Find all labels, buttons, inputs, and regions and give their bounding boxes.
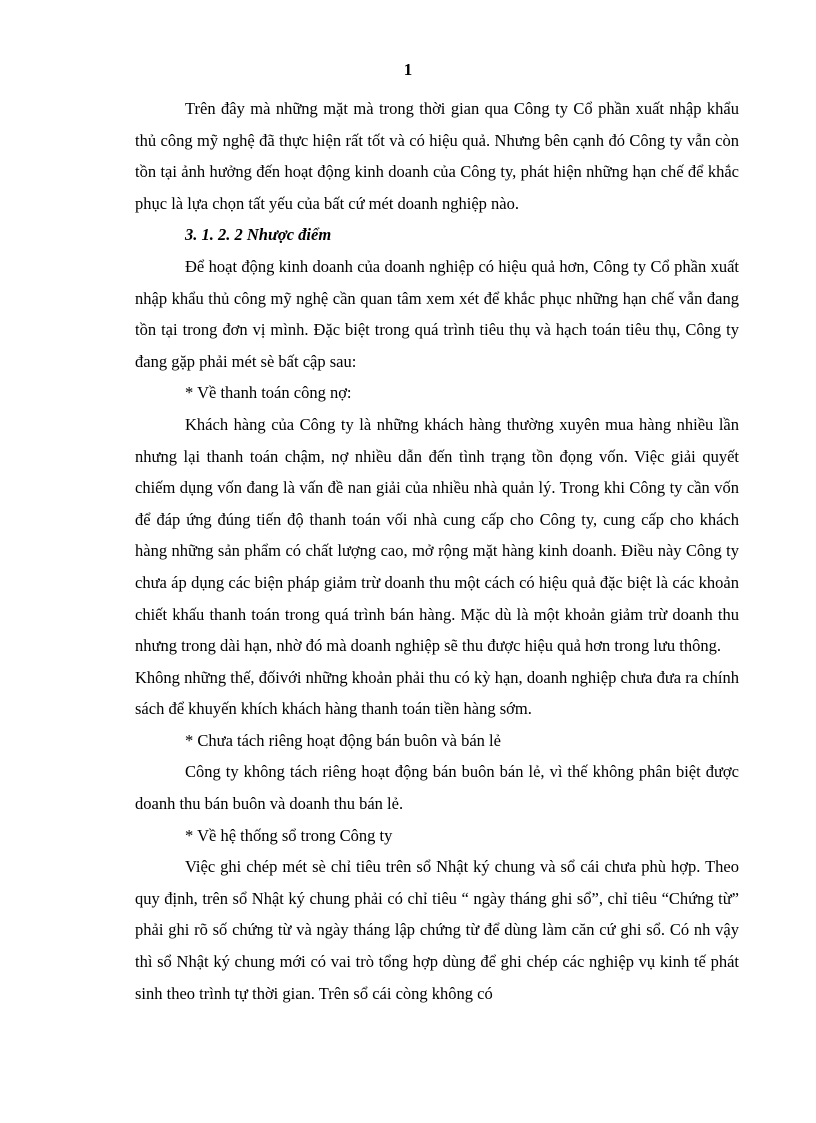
bullet-wholesale-retail: * Chưa tách riêng hoạt động bán buôn và bán lẻ [185, 730, 501, 750]
paragraph-debt-payment: Khách hàng của Công ty là những khách hàng thường xuyên mua hàng nhiều lần nhưng lại thanh toán chậm, nợ nhiều dẫn đến tình trạng tồn đọng vốn. Việc giải quyết chiếm dụng vốn đang là vấn đề nan giải của nhiều nhà quản lý. Trong khi Công ty cần vốn để đáp ứng đúng tiến độ thanh toán vối nhà cung cấp cho Công ty, cung cấp cho khách hàng những sản phẩm có chất lượng cao, mở rộng mặt hàng kinh doanh. Điều này Công ty chưa áp dụng các biện pháp giảm trừ doanh thu một cách có hiệu quả đặc biệt là các khoản chiết khấu thanh toán trong quá trình bán hàng. Mặc dù là một khoản giảm trừ doanh thu nhưng trong dài hạn, nhờ đó mà doanh nghiệp sẽ thu được hiệu quả hơn trong lưu thông. [135, 414, 739, 656]
paragraph-receivables: Không những thế, đốivới những khoản phải thu có kỳ hạn, doanh nghiệp chưa đưa ra chính sách để khuyến khích khách hàng thanh toán tiền hàng sớm. [135, 667, 739, 719]
bullet-debt-payment: * Về thanh toán công nợ: [185, 383, 352, 403]
paragraph-wholesale-retail: Công ty không tách riêng hoạt động bán buôn bán lẻ, vì thế không phân biệt được doanh thu bán buôn và doanh thu bán lẻ. [135, 762, 739, 814]
paragraph-ledger-system: Việc ghi chép mét sè chỉ tiêu trên sổ Nhật ký chung và sổ cái chưa phù hợp. Theo quy định, trên sổ Nhật ký chung phải có chỉ tiêu “ ngày tháng ghi sổ”, chỉ tiêu “Chứng từ” phải ghi rõ số chứng từ và ngày tháng lập chứng từ để dùng làm căn cứ ghi sổ. Có nh vậy thì sổ Nhật ký chung mới có vai trò tổng hợp dùng để ghi chép các nghiệp vụ kinh tế phát sinh theo trình tự thời gian. Trên sổ cái còng không có [135, 857, 739, 1003]
bullet-ledger-system: * Về hệ thống sổ trong Công ty [185, 825, 393, 845]
document-body [135, 93, 739, 1009]
paragraph-weaknesses-intro: Để hoạt động kinh doanh của doanh nghiệp có hiệu quả hơn, Công ty Cổ phần xuất nhập khẩu thủ công mỹ nghệ cần quan tâm xem xét để khắc phục những hạn chế vẫn đang tồn tại trong đơn vị mình. Đặc biệt trong quá trình tiêu thụ và hạch toán tiêu thụ, Công ty đang gặp phải mét sè bất cập sau: [135, 256, 739, 371]
section-heading-weaknesses: 3. 1. 2. 2 Nhược điểm [185, 225, 332, 245]
paragraph-achievements-summary: Trên đây mà những mặt mà trong thời gian qua Công ty Cổ phần xuất nhập khẩu thủ công mỹ nghệ đã thực hiện rất tốt và có hiệu quả. Nhưng bên cạnh đó Công ty vẫn còn tồn tại ảnh hưởng đến hoạt động kinh doanh của Công ty, phát hiện những hạn chế để khắc phục là lựa chọn tất yếu của bất cứ mét doanh nghiệp nào. [135, 99, 739, 213]
page-number: 1 [403, 60, 413, 79]
